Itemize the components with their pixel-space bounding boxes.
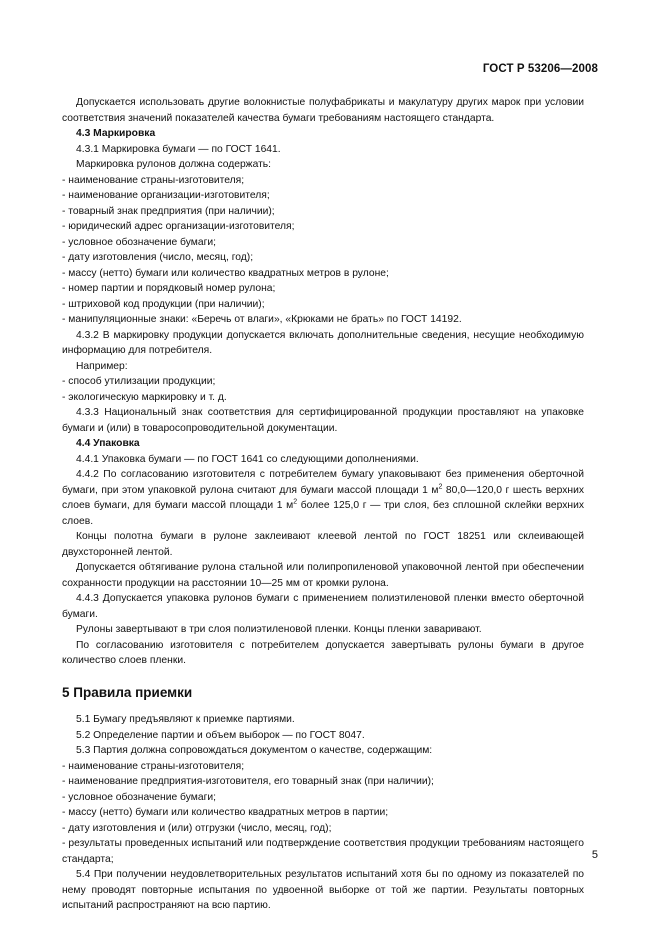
list-item: - номер партии и порядковый номер рулона; xyxy=(62,281,584,297)
batch-document-list xyxy=(62,759,584,868)
list-item: - условное обозначение бумаги; xyxy=(62,235,584,251)
list-item: - способ утилизации продукции; xyxy=(62,374,584,390)
list-item: - наименование страны-изготовителя; xyxy=(62,173,584,189)
list-item: - юридический адрес организации-изготовителя; xyxy=(62,219,584,235)
section-heading-acceptance: 5 Правила приемки xyxy=(62,684,193,700)
marking-list xyxy=(62,173,584,328)
paragraph-4-3-1: 4.3.1 Маркировка бумаги — по ГОСТ 1641. xyxy=(76,143,281,155)
list-item: - штриховой код продукции (при наличии); xyxy=(62,297,584,313)
paragraph-4-3-1-b: Маркировка рулонов должна содержать: xyxy=(76,159,272,170)
paragraph-4-4-2-ends: Концы полотна бумаги в рулоне заклеивают клеевой лентой по ГОСТ 18251 или склеивающей двухсторонней лентой. xyxy=(62,531,584,558)
page-number: 5 xyxy=(591,849,598,861)
page-body xyxy=(62,95,584,914)
list-item: - наименование организации-изготовителя; xyxy=(62,188,584,204)
list-item: - массу (нетто) бумаги или количество квадратных метров в партии; xyxy=(62,805,584,821)
paragraph-5-3: 5.3 Партия должна сопровождаться документом о качестве, содержащим: xyxy=(76,745,433,756)
paragraph-5-4: 5.4 При получении неудовлетворительных результатов испытаний хотя бы по одному из показателей по нему проводят повторные испытания по удвоенной выборке от той же партии. Результаты повторных испытаний распространяют на всю партию. xyxy=(62,869,584,911)
paragraph-example: Например: xyxy=(76,360,128,372)
list-item: - товарный знак предприятия (при наличии); xyxy=(62,204,584,220)
list-item: - условное обозначение бумаги; xyxy=(62,790,584,806)
example-list xyxy=(62,374,584,405)
list-item: - массу (нетто) бумаги или количество квадратных метров в рулоне; xyxy=(62,266,584,282)
list-item: - наименование предприятия-изготовителя, его товарный знак (при наличии); xyxy=(62,774,584,790)
list-item: - дату изготовления (число, месяц, год); xyxy=(62,250,584,266)
list-item: - дату изготовления и (или) отгрузки (число, месяц, год); xyxy=(62,821,584,837)
list-item: - манипуляционные знаки: «Беречь от влаги», «Крюками не брать» по ГОСТ 14192. xyxy=(62,312,584,328)
list-item: - экологическую маркировку и т. д. xyxy=(62,390,584,406)
document-header: ГОСТ Р 53206—2008 xyxy=(482,63,598,75)
paragraph-5-1: 5.1 Бумагу предъявляют к приемке партиями. xyxy=(76,714,295,725)
paragraph-4-4-2-wrap: Допускается обтягивание рулона стальной или полипропиленовой упаковочной лентой при обеспечении сохранности продукции на расстоянии 10—25 мм от кромки рулона. xyxy=(62,562,584,589)
paragraph-4-4-3-c: По согласованию изготовителя с потребителем допускается завертывать рулоны бумаги в другое количество слоев пленки. xyxy=(62,639,584,666)
list-item: - наименование страны-изготовителя; xyxy=(62,759,584,775)
paragraph-4-4-3-b: Рулоны завертывают в три слоя полиэтиленовой пленки. Концы пленки заваривают. xyxy=(76,624,482,635)
paragraph-4-4-1: 4.4.1 Упаковка бумаги — по ГОСТ 1641 со следующими дополнениями. xyxy=(76,453,419,465)
subsection-heading-packaging: 4.4 Упаковка xyxy=(76,438,140,449)
subsection-heading-marking: 4.3 Маркировка xyxy=(76,128,156,139)
paragraph-4-4-3: 4.4.3 Допускается упаковка рулонов бумаги с применением полиэтиленовой пленки вместо оберточной бумаги. xyxy=(62,593,584,620)
paragraph-intro: Допускается использовать другие волокнистые полуфабрикаты и макулатуру других марок при условии соответствия значений показателей качества бумаги требованиям настоящего стандарта. xyxy=(62,97,584,124)
paragraph-4-3-3: 4.3.3 Национальный знак соответствия для сертифицированной продукции проставляют на упаковке бумаги и (или) в товаросопроводительной документации. xyxy=(62,407,584,434)
paragraph-4-3-2: 4.3.2 В маркировку продукции допускается включать дополнительные сведения, несущие необходимую информацию для потребителя. xyxy=(62,329,584,356)
list-item: - результаты проведенных испытаний или подтверждение соответствия продукции требованиям настоящего стандарта; xyxy=(62,836,584,867)
paragraph-5-2: 5.2 Определение партии и объем выборок — по ГОСТ 8047. xyxy=(76,729,365,741)
paragraph-4-4-2: 4.4.2 По согласованию изготовителя с потребителем бумагу упаковывают без применения оберточной бумаги, при этом упаковкой рулона считают для бумаги массой площади 1 $м^2$ 80,0—120,0 г шесть верхних слоев бумаги, для бумаги массой площади 1 $м^2$ более 125,0 г — три слоя, без сплошной склейки верхних слоев. xyxy=(62,469,584,527)
